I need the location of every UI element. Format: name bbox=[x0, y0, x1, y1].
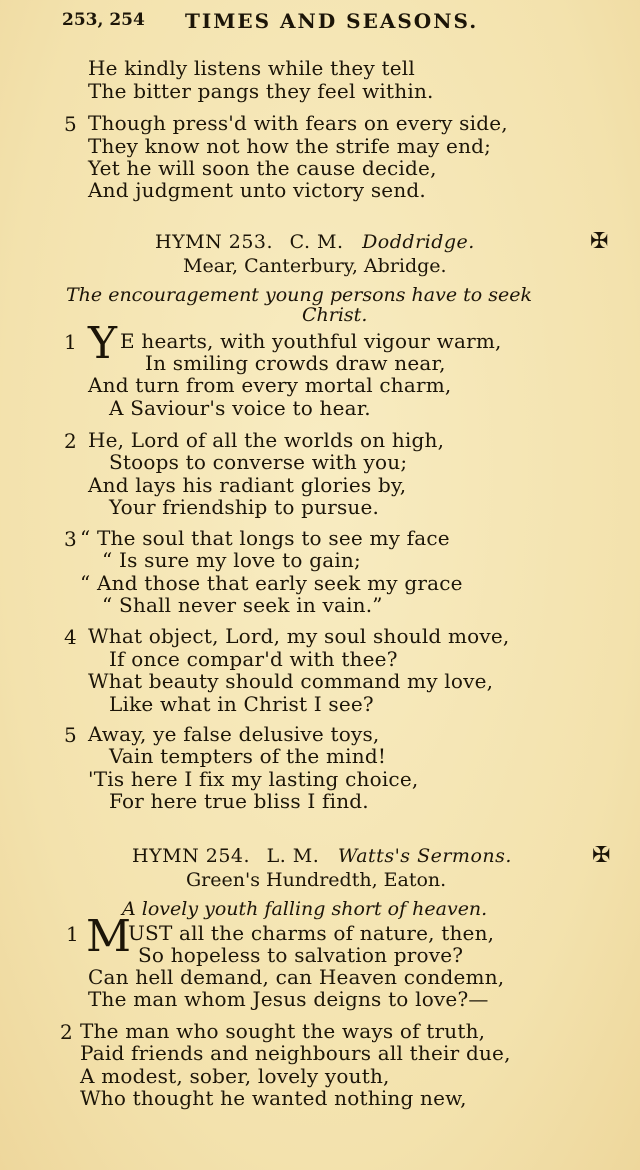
verse-line: Paid friends and neighbours all their due, bbox=[80, 1041, 511, 1065]
verse-line: He, Lord of all the worlds on high, bbox=[88, 428, 445, 452]
hymn-tunes: Green's Hundredth, Eaton. bbox=[186, 869, 447, 891]
verse-line: “ The soul that longs to see my face bbox=[80, 526, 450, 550]
hymn-meter: C. M. bbox=[289, 231, 344, 253]
verse-number: 2 bbox=[64, 429, 77, 453]
verse-line: Stoops to converse with you; bbox=[109, 450, 408, 474]
verse-line: Vain tempters of the mind! bbox=[109, 744, 387, 768]
verse-line: Can hell demand, can Heaven condemn, bbox=[88, 965, 505, 989]
hymn-subject: A lovely youth falling short of heaven. bbox=[122, 898, 488, 920]
hymn-meter: L. M. bbox=[266, 845, 320, 867]
hymn-subject-cont: Christ. bbox=[302, 304, 368, 326]
hymn-number: HYMN 254. bbox=[132, 845, 251, 867]
verse-line: E hearts, with youthful vigour warm, bbox=[120, 329, 502, 353]
hymn-number: HYMN 253. bbox=[155, 231, 274, 253]
verse-line: Away, ye false delusive toys, bbox=[88, 722, 380, 746]
verse-line: Yet he will soon the cause decide, bbox=[88, 156, 437, 180]
hymn-subject: The encouragement young persons have to seek bbox=[66, 284, 532, 306]
page-numbers: 253, 254 bbox=[62, 10, 145, 30]
cross-mark-icon: ✠ bbox=[590, 229, 609, 254]
verse-line: What beauty should command my love, bbox=[88, 669, 494, 693]
verse-number: 4 bbox=[64, 625, 77, 649]
verse-line: The bitter pangs they feel within. bbox=[88, 79, 434, 103]
verse-line: And lays his radiant glories by, bbox=[88, 473, 407, 497]
verse-line: What object, Lord, my soul should move, bbox=[88, 624, 510, 648]
verse-number: 5 bbox=[64, 723, 77, 747]
verse-line: Who thought he wanted nothing new, bbox=[80, 1086, 467, 1110]
hymn-254-heading bbox=[132, 845, 512, 867]
hymn-253-heading bbox=[155, 231, 475, 253]
verse-line: If once compar'd with thee? bbox=[109, 647, 398, 671]
running-title: TIMES AND SEASONS. bbox=[185, 9, 479, 33]
verse-line: 'Tis here I fix my lasting choice, bbox=[88, 767, 419, 791]
drop-cap: M bbox=[86, 911, 132, 962]
hymn-author: Watts's Sermons. bbox=[337, 845, 512, 867]
verse-line: In smiling crowds draw near, bbox=[145, 351, 446, 375]
verse-line: Though press'd with fears on every side, bbox=[88, 111, 508, 135]
verse-line: “ Shall never seek in vain.” bbox=[102, 593, 383, 617]
verse-line: For here true bliss I find. bbox=[109, 789, 369, 813]
verse-line: And turn from every mortal charm, bbox=[88, 373, 452, 397]
verse-number: 1 bbox=[66, 922, 79, 946]
verse-line: Like what in Christ I see? bbox=[109, 692, 374, 716]
verse-line: The man who sought the ways of truth, bbox=[80, 1019, 486, 1043]
verse-line: “ And those that early seek my grace bbox=[80, 571, 463, 595]
verse-line: The man whom Jesus deigns to love?— bbox=[88, 987, 489, 1011]
verse-number: 5 bbox=[64, 112, 77, 136]
verse-line: Your friendship to pursue. bbox=[109, 495, 380, 519]
hymn-tunes: Mear, Canterbury, Abridge. bbox=[183, 255, 447, 277]
cross-mark-icon: ✠ bbox=[592, 843, 611, 868]
verse-line: A modest, sober, lovely youth, bbox=[80, 1064, 390, 1088]
drop-cap: Y bbox=[88, 318, 118, 369]
verse-line: They know not how the strife may end; bbox=[88, 134, 492, 158]
verse-line: A Saviour's voice to hear. bbox=[109, 396, 371, 420]
verse-line: “ Is sure my love to gain; bbox=[102, 548, 361, 572]
verse-line: And judgment unto victory send. bbox=[88, 178, 426, 202]
verse-number: 1 bbox=[64, 330, 77, 354]
verse-line: He kindly listens while they tell bbox=[88, 56, 415, 80]
verse-line: So hopeless to salvation prove? bbox=[138, 943, 464, 967]
verse-number: 2 bbox=[60, 1020, 73, 1044]
verse-line: UST all the charms of nature, then, bbox=[128, 921, 495, 945]
verse-number: 3 bbox=[64, 527, 77, 551]
hymn-author: Doddridge. bbox=[362, 231, 475, 253]
